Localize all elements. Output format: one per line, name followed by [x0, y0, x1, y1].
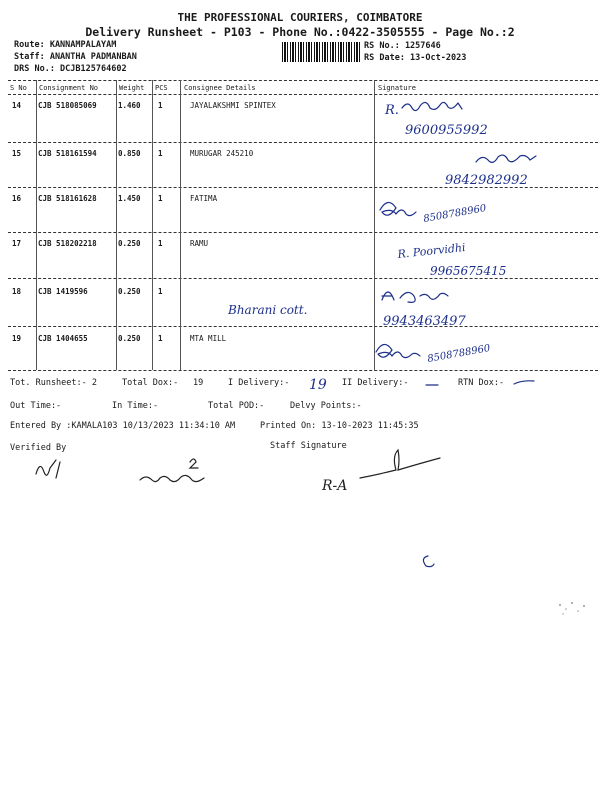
printed-on: Printed On: 13-10-2023 11:45:35	[260, 421, 419, 431]
signature-row-16	[380, 202, 488, 224]
row-pcs: 1	[158, 101, 163, 110]
row-consignment: CJB 518161628	[38, 194, 97, 203]
tot-runsheet: Tot. Runsheet:- 2	[10, 378, 97, 388]
row-pcs: 1	[158, 239, 163, 248]
row-consignment: CJB 518085069	[38, 101, 97, 110]
handwritten-note: Bharani cott.	[228, 303, 308, 317]
stray-mark	[423, 556, 434, 567]
signature-row-19	[376, 343, 492, 365]
col-header-weight: Weight	[119, 84, 145, 92]
staff-signature-label: Staff Signature	[270, 441, 347, 451]
route-label: Route: KANNAMPALAYAM	[14, 40, 117, 50]
row-consignment: CJB 1419596	[38, 287, 88, 296]
col-header-sno: S No	[10, 84, 27, 92]
row-consignee: FATIMA	[190, 194, 218, 203]
out-time-label: Out Time:-	[10, 401, 62, 411]
row-sno: 16	[12, 194, 22, 203]
row-pcs: 1	[158, 334, 163, 343]
in-time-label: In Time:-	[112, 401, 159, 411]
rtn-dox-label: RTN Dox:-	[458, 378, 505, 388]
row-consignment: CJB 518161594	[38, 149, 97, 158]
row-sno: 14	[12, 101, 22, 110]
total-dox-value: 19	[193, 378, 204, 388]
signature-row-15	[445, 155, 536, 188]
col-header-consignment: Consignment No	[39, 84, 99, 92]
total-dox-label: Total Dox:-	[122, 378, 179, 388]
ii-delivery-label: II Delivery:-	[342, 378, 409, 388]
i-delivery-label: I Delivery:-	[228, 378, 290, 388]
runsheet-title: Delivery Runsheet - P103 - Phone No.:0422-3505555 - Page No.:2	[85, 25, 515, 39]
sig-phone: 8508788960	[422, 203, 488, 225]
row-weight: 0.250	[118, 239, 141, 248]
drs-number: DRS No.: DCJB125764602	[14, 64, 127, 74]
row-consignee: JAYALAKSHMI SPINTEX	[190, 101, 276, 110]
sig-initial: R.	[385, 103, 399, 118]
sig-phone: 9965675415	[430, 264, 507, 278]
signature-row-17	[396, 241, 506, 278]
row-consignee: MTA MILL	[190, 334, 227, 343]
sig-phone: 9943463497	[383, 314, 466, 329]
dash-mark	[514, 381, 534, 384]
sig-phone: 9842982992	[445, 173, 528, 188]
entered-by: Entered By :KAMALA103 10/13/2023 11:34:10 AM	[10, 421, 236, 431]
row-sno: 19	[12, 334, 22, 343]
delivery-count-handwritten: 19	[309, 377, 327, 393]
signature-row-18	[227, 292, 466, 329]
col-header-pcs: PCS	[155, 84, 168, 92]
row-weight: 0.250	[118, 287, 141, 296]
row-sno: 18	[12, 287, 22, 296]
signature-row-14	[384, 102, 488, 138]
row-pcs: 1	[158, 194, 163, 203]
row-weight: 1.460	[118, 101, 141, 110]
delvy-points-label: Delvy Points:-	[290, 401, 362, 411]
sig-phone: 8508788960	[426, 343, 492, 365]
rs-number: RS No.: 1257646	[364, 41, 441, 51]
initial-signature	[140, 459, 204, 482]
row-weight: 0.850	[118, 149, 141, 158]
row-consignment: CJB 1404655	[38, 334, 88, 343]
row-pcs: 1	[158, 149, 163, 158]
staff-signature-mark: R-A	[322, 478, 348, 494]
verified-by-label: Verified By	[10, 443, 67, 453]
sig-phone: 9600955992	[405, 123, 488, 138]
verified-signature	[36, 460, 60, 478]
scan-noise	[559, 602, 585, 615]
row-weight: 1.450	[118, 194, 141, 203]
row-pcs: 1	[158, 287, 163, 296]
row-consignment: CJB 518202218	[38, 239, 97, 248]
company-name: THE PROFESSIONAL COURIERS, COIMBATORE	[177, 11, 423, 24]
row-consignee: MURUGAR 245210	[190, 149, 254, 158]
row-sno: 17	[12, 239, 22, 248]
row-sno: 15	[12, 149, 22, 158]
total-pod-label: Total POD:-	[208, 401, 265, 411]
row-weight: 0.250	[118, 334, 141, 343]
row-consignee: RAMU	[190, 239, 209, 248]
col-header-signature: Signature	[378, 84, 416, 92]
sig-name: R. Poorvidhi	[396, 240, 467, 261]
col-header-consignee: Consignee Details	[184, 84, 256, 92]
rs-date: RS Date: 13-Oct-2023	[364, 53, 467, 63]
staff-signature-stroke	[360, 450, 440, 478]
staff-label: Staff: ANANTHA PADMANBAN	[14, 52, 137, 62]
